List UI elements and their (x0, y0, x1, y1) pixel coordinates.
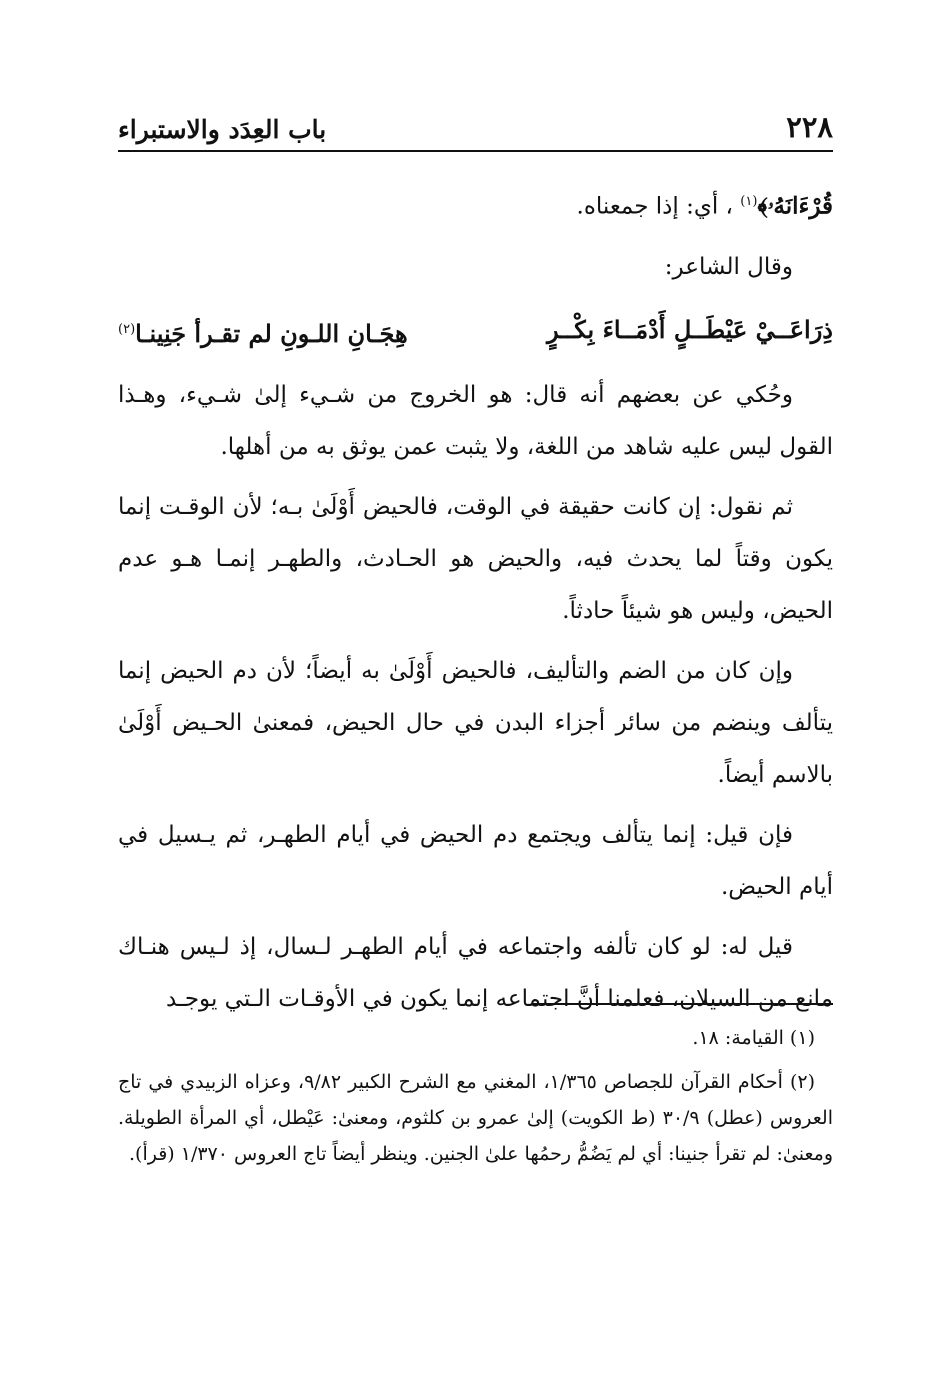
paragraph: وحُكي عن بعضهم أنه قال: هو الخروج من شـيء إلىٰ شـيء، وهـذا القول ليس عليه شاهد من اللغة، ولا يثبت عمن يوثق به من أهلها. (118, 381, 833, 460)
footnote-ref-1: (١) (740, 194, 758, 209)
poetry-verse (118, 301, 833, 363)
footnote-2: (٢) أحكام القرآن للجصاص ١/٣٦٥، المغني مع الشرح الكبير ٩/٨٢، وعزاه الزبيدي في تاج العروس (عطل) ٣٠/٩ (ط الكويت) إلىٰ عمرو بن كلثوم، ومعنىٰ: عَيْطل، أي المرأة الطويلة. ومعنىٰ: لم تقرأ جنينا: أي لم يَضُمُّ رحمُها علىٰ الجنين. وينظر أيضاً تاج العروس ١/٣٧٠ (قرأ). (118, 1071, 833, 1165)
main-text (118, 176, 833, 1033)
paragraph-quran-citation (118, 176, 833, 233)
running-title: باب العِدَد والاستبراء (118, 115, 327, 144)
footnotes (118, 1020, 833, 1180)
page-header (118, 104, 833, 152)
page-number: ٢٢٨ (786, 110, 833, 144)
footnote-divider (533, 1003, 833, 1005)
footnote-ref-2: (٢) (118, 321, 136, 337)
book-page (118, 0, 833, 1378)
paragraph: فإن قيل: إنما يتألف ويجتمع دم الحيض في أيام الطهـر، ثم يـسيل في أيام الحيض. (118, 821, 833, 900)
paragraph: وإن كان من الضم والتأليف، فالحيض أَوْلَىٰ به أيضاً؛ لأن دم الحيض إنما يتألف وينضم من سائر أجزاء البدن في حال الحيض، فمعنىٰ الحـيض أَوْلَىٰ بالاسم أيضاً. (118, 657, 833, 788)
footnote-1: (١) القيامة: ١٨. (692, 1027, 815, 1049)
verse-second-text: هِجَـانِ اللـونِ لم تقـرأ جَنِينـا (135, 318, 408, 348)
verse-first-hemistich: ذِرَاعَــيْ عَيْطَــلٍ أَدْمَــاءَ بِكْــرٍ (547, 314, 833, 344)
paragraph: قيل له: لو كان تألفه واجتماعه في أيام الطهـر لـسال، إذ لـيس هنـاك مانع من السيلان، فعلمنا أنَّ اجتماعه إنما يكون في الأوقـات الـتي يوجـد (118, 933, 833, 1012)
quran-fragment: قُرْءَانَهُۥ﴾ (757, 192, 833, 220)
paragraph: ثم نقول: إن كانت حقيقة في الوقت، فالحيض أَوْلَىٰ بـه؛ لأن الوقـت إنما يكون وقتاً لما يحدث فيه، والحيض هو الحـادث، والطهـر إنمـا هـو عدم الحيض، وليس هو شيئاً حادثاً. (118, 493, 833, 624)
paragraph-text: ، أي: إذا جمعناه. (576, 193, 733, 220)
paragraph-poet-intro: وقال الشاعر: (664, 253, 793, 280)
verse-second-hemistich (118, 301, 408, 363)
